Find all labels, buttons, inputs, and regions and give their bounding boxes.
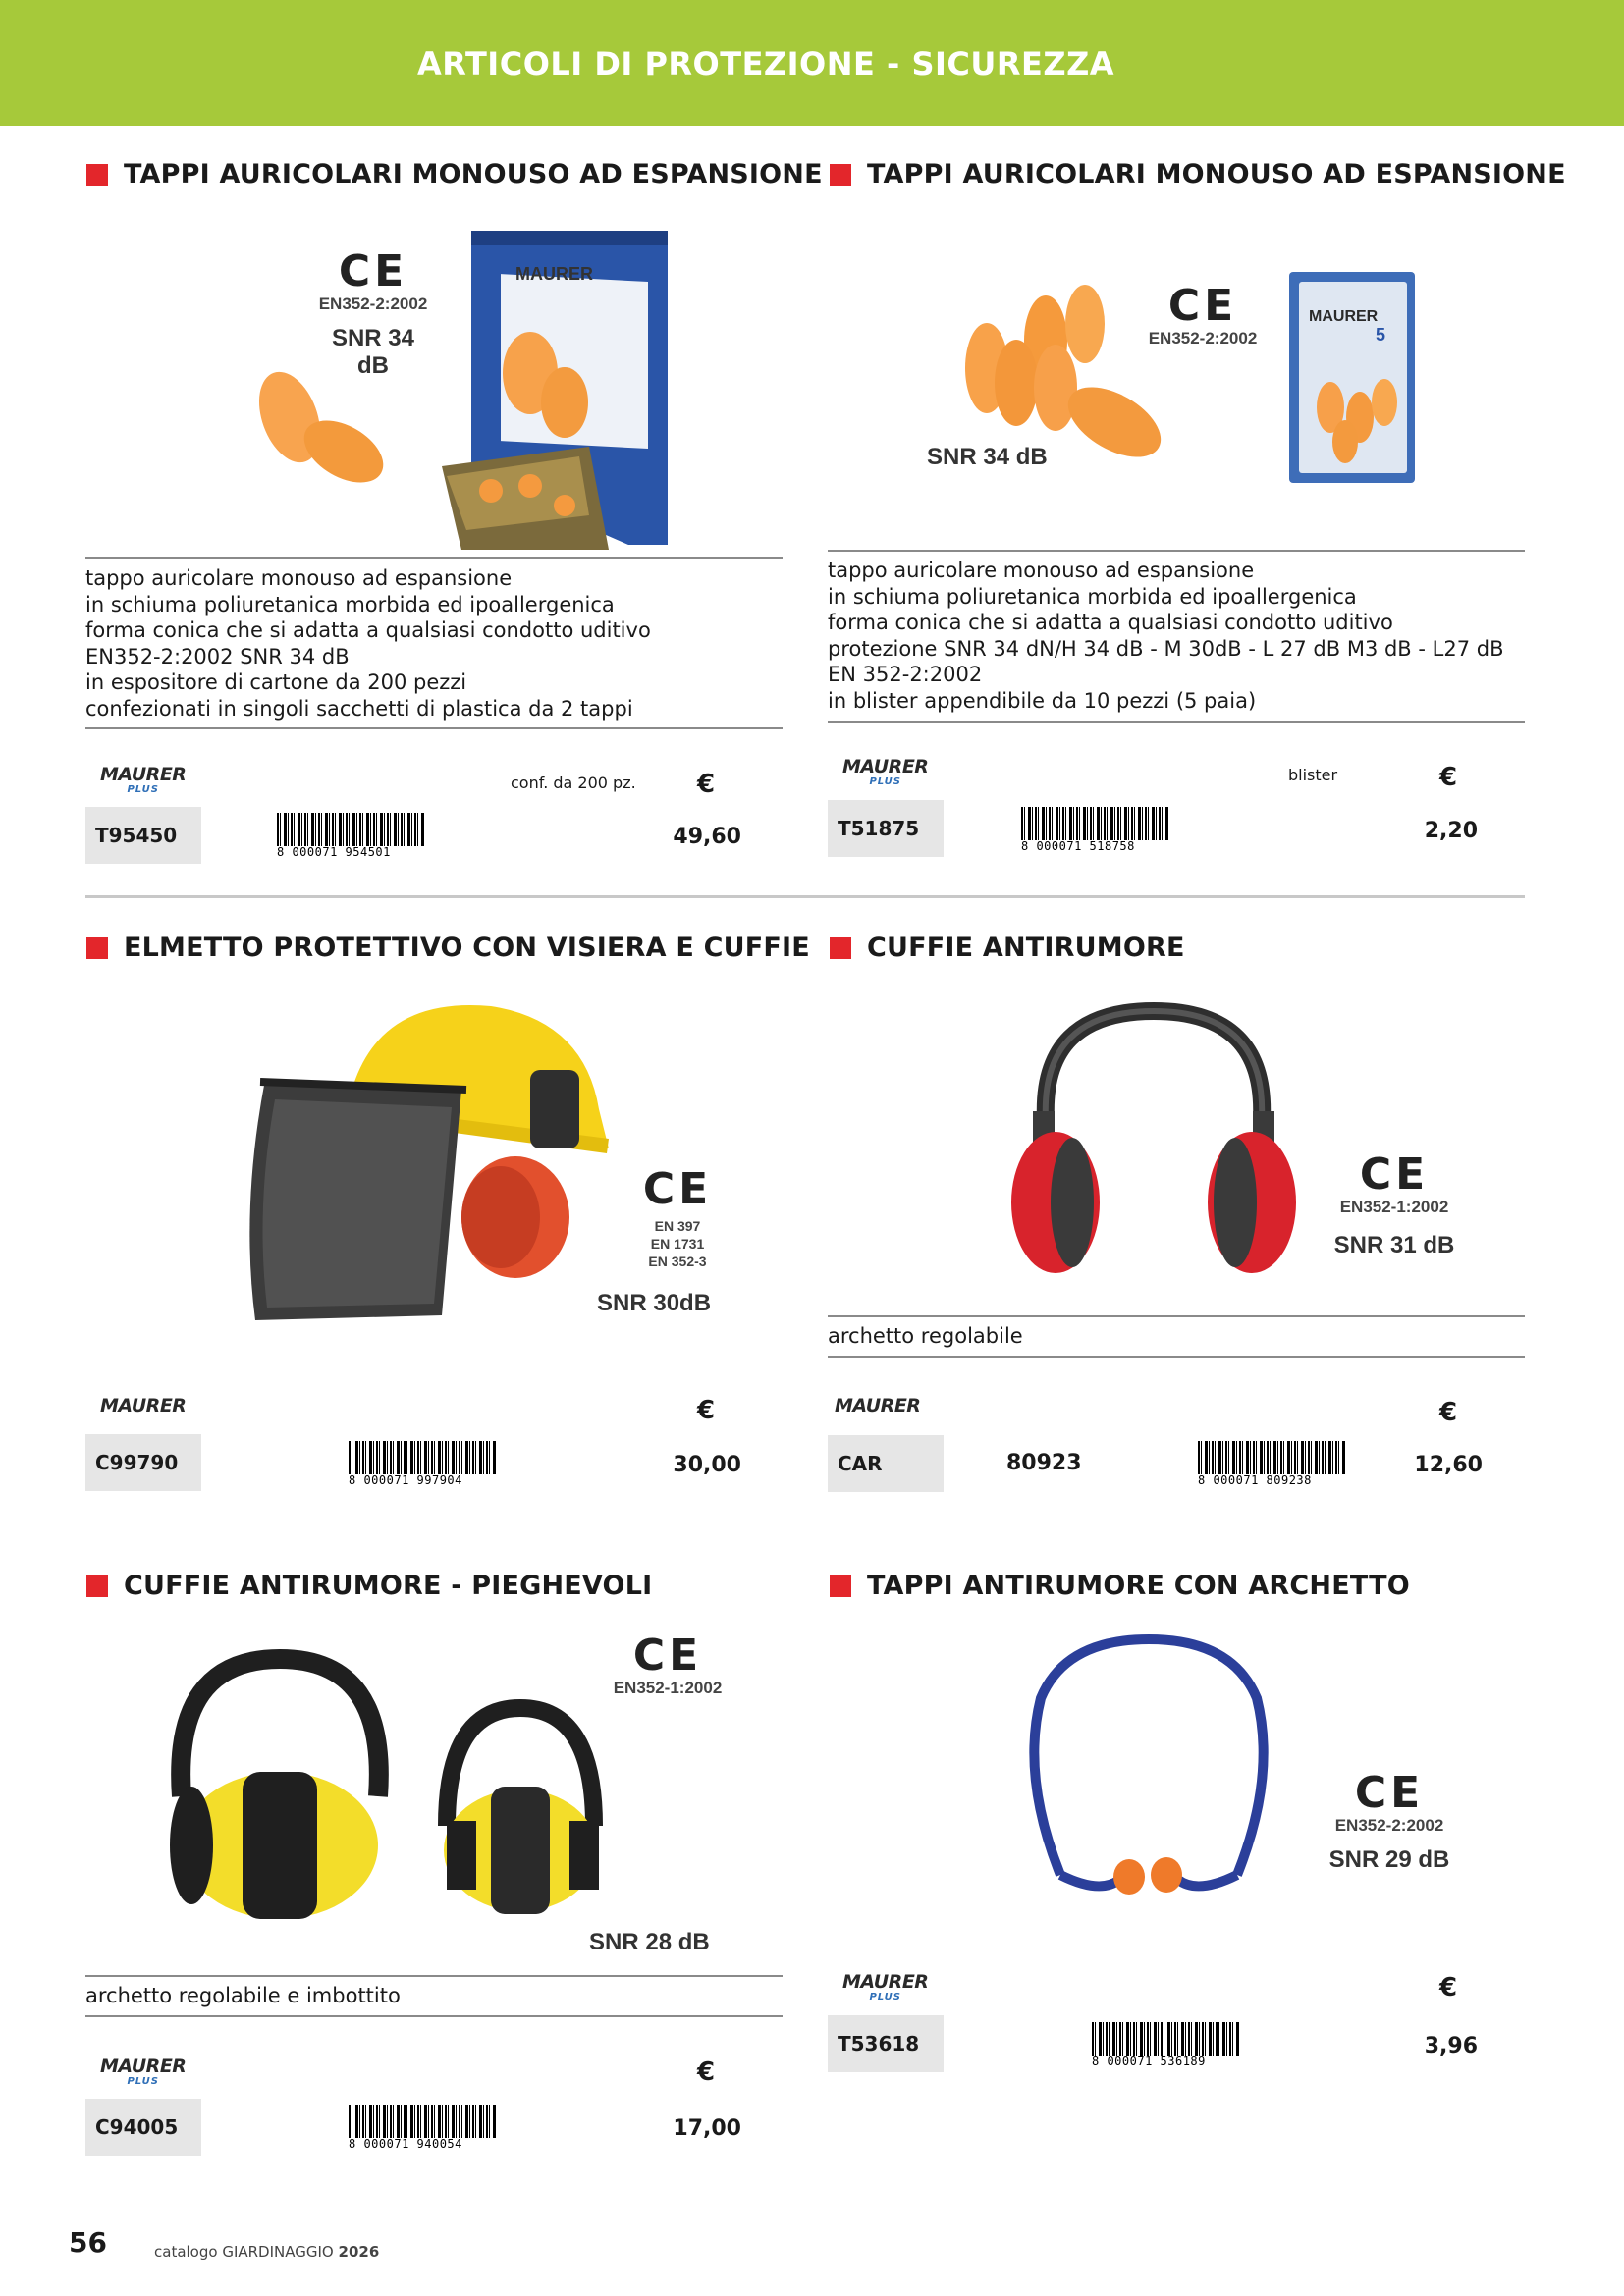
ce-certification: CE EN352-2:2002 SNR 34 dB bbox=[314, 250, 432, 380]
ce-mark-icon: CE bbox=[642, 1164, 713, 1214]
currency-symbol: € bbox=[697, 770, 716, 799]
barcode-bars-icon bbox=[277, 813, 424, 846]
brand-logo: MAURER bbox=[100, 1395, 187, 1416]
snr-rating: SNR 30dB bbox=[597, 1290, 712, 1316]
barcode-bars-icon bbox=[349, 2105, 496, 2138]
divider bbox=[85, 2015, 783, 2017]
barcode-bars-icon bbox=[1092, 2022, 1239, 2056]
ce-certification: CE EN352-1:2002 bbox=[599, 1634, 736, 1699]
product-price: 2,20 bbox=[1424, 819, 1478, 843]
product-code: T53618 bbox=[828, 2015, 944, 2072]
svg-text:MAURER: MAURER bbox=[515, 264, 593, 284]
product-code: T51875 bbox=[828, 800, 944, 857]
ce-certification: CE EN 397 EN 1731 EN 352-3 bbox=[619, 1168, 736, 1271]
ce-certification: CE EN352-1:2002 SNR 31 dB bbox=[1326, 1153, 1463, 1259]
header-bar bbox=[0, 0, 1624, 126]
divider bbox=[828, 1315, 1525, 1317]
currency-symbol: € bbox=[1439, 763, 1458, 792]
product-price: 49,60 bbox=[673, 825, 741, 849]
currency-symbol: € bbox=[1439, 1398, 1458, 1427]
svg-text:5: 5 bbox=[1376, 325, 1386, 345]
brand-logo: MAURER PLUS bbox=[100, 764, 187, 795]
product-code: T95450 bbox=[85, 807, 201, 864]
product-price: 12,60 bbox=[1414, 1453, 1483, 1477]
bullet-square-icon bbox=[86, 1575, 108, 1597]
bullet-square-icon bbox=[86, 937, 108, 959]
barcode: 8 000071 997904 bbox=[349, 1441, 496, 1490]
earplug-dispenser-box-icon bbox=[236, 221, 673, 550]
snr-rating: SNR 34 dB bbox=[927, 444, 1048, 470]
ce-certification: CE EN352-2:2002 bbox=[1139, 285, 1267, 349]
section-separator bbox=[85, 895, 1525, 898]
bullet-square-icon bbox=[830, 164, 851, 186]
product-price: 30,00 bbox=[673, 1453, 741, 1477]
page-title: ARTICOLI DI PROTEZIONE - SICUREZZA bbox=[417, 45, 1115, 82]
product-code: C94005 bbox=[85, 2099, 201, 2156]
product-description: tappo auricolare monouso ad espansione in schiuma poliuretanica morbida ed ipoallergenica forma conica che si adatta a qualsiasi condotto uditivo EN352-2:2002 SNR 34 dB in espositore di cartone da 200 pezzi confezionati in singoli sacchetti di plastica da 2 tappi bbox=[85, 566, 651, 721]
barcode: 8 000071 940054 bbox=[349, 2105, 496, 2154]
brand-logo: MAURER PLUS bbox=[100, 2056, 187, 2087]
barcode-bars-icon bbox=[349, 1441, 496, 1474]
divider bbox=[828, 1356, 1525, 1358]
bullet-square-icon bbox=[86, 164, 108, 186]
product-title: CUFFIE ANTIRUMORE - PIEGHEVOLI bbox=[86, 1571, 652, 1601]
product-title: TAPPI AURICOLARI MONOUSO AD ESPANSIONE bbox=[830, 159, 1566, 189]
currency-symbol: € bbox=[1439, 1973, 1458, 2002]
bullet-square-icon bbox=[830, 937, 851, 959]
barcode: 8 000071 536189 bbox=[1092, 2022, 1239, 2071]
catalog-footer: catalogo GIARDINAGGIO 2026 bbox=[154, 2243, 380, 2261]
barcode: 8 000071 518758 bbox=[1021, 807, 1168, 856]
barcode-bars-icon bbox=[1198, 1441, 1345, 1474]
product-price: 3,96 bbox=[1424, 2034, 1478, 2058]
snr-rating: SNR 28 dB bbox=[589, 1929, 710, 1955]
svg-text:MAURER: MAURER bbox=[1309, 308, 1379, 325]
product-code: C99790 bbox=[85, 1434, 201, 1491]
currency-symbol: € bbox=[697, 1396, 716, 1425]
currency-symbol: € bbox=[697, 2057, 716, 2087]
bullet-square-icon bbox=[830, 1575, 851, 1597]
divider bbox=[85, 1975, 783, 1977]
brand-logo: MAURER PLUS bbox=[842, 1971, 929, 2002]
reference-number: 80923 bbox=[1006, 1451, 1082, 1475]
product-description: archetto regolabile bbox=[828, 1324, 1023, 1348]
barcode: 8 000071 954501 bbox=[277, 813, 424, 862]
divider bbox=[828, 721, 1525, 723]
barcode-bars-icon bbox=[1021, 807, 1168, 840]
ce-mark-icon: CE bbox=[338, 246, 408, 296]
ce-mark-icon: CE bbox=[1354, 1768, 1425, 1818]
banded-earplugs-icon bbox=[1021, 1629, 1276, 1899]
ce-mark-icon: CE bbox=[1167, 281, 1238, 331]
barcode: 8 000071 809238 bbox=[1198, 1441, 1345, 1490]
divider bbox=[85, 727, 783, 729]
folding-earmuffs-icon bbox=[152, 1649, 604, 1924]
product-code: CAR bbox=[828, 1435, 944, 1492]
product-description: tappo auricolare monouso ad espansione in schiuma poliuretanica morbida ed ipoallergenica forma conica che si adatta a qualsiasi condotto uditivo protezione SNR 34 dN/H 34 dB - M 30dB - L 27 dB M3 dB - L27 dB EN 352-2:2002 in blister appendibile da 10 pezzi (5 paia) bbox=[828, 559, 1504, 713]
ce-mark-icon: CE bbox=[1359, 1149, 1430, 1200]
divider bbox=[828, 550, 1525, 552]
product-description: archetto regolabile e imbottito bbox=[85, 1984, 401, 2007]
divider bbox=[85, 557, 783, 559]
earmuffs-icon bbox=[1011, 1001, 1296, 1281]
helmet-visor-icon bbox=[236, 991, 619, 1330]
package-note: conf. da 200 pz. bbox=[511, 774, 636, 792]
brand-logo: MAURER PLUS bbox=[842, 756, 929, 787]
product-title: TAPPI AURICOLARI MONOUSO AD ESPANSIONE bbox=[86, 159, 823, 189]
package-note: blister bbox=[1288, 766, 1338, 784]
product-title: CUFFIE ANTIRUMORE bbox=[830, 933, 1185, 963]
brand-logo: MAURER bbox=[835, 1395, 921, 1416]
product-title: TAPPI ANTIRUMORE CON ARCHETTO bbox=[830, 1571, 1410, 1601]
ce-mark-icon: CE bbox=[632, 1630, 703, 1681]
product-price: 17,00 bbox=[673, 2116, 741, 2141]
ce-certification: CE EN352-2:2002 SNR 29 dB bbox=[1321, 1772, 1458, 1874]
product-title: ELMETTO PROTETTIVO CON VISIERA E CUFFIE bbox=[86, 933, 810, 963]
page-number: 56 bbox=[69, 2226, 107, 2259]
